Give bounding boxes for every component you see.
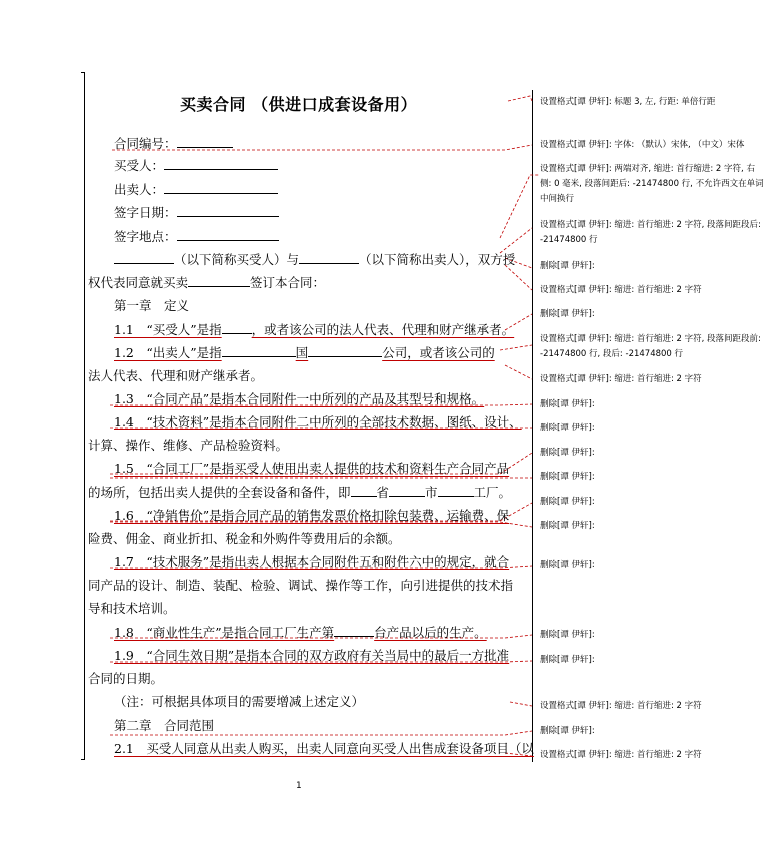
- revision-comment[interactable]: 删除[谭 伊轩]:: [540, 726, 595, 736]
- intro-line-2: [88, 274, 325, 291]
- revision-comment[interactable]: 设置格式[谭 伊轩]: 缩进: 首行缩进: 2 字符, 段落间距段后: -21474800 行: [540, 220, 761, 245]
- clause-1-5: 1.5 “合同工厂”是指买受人使用出卖人提供的技术和资料生产合同产品: [114, 461, 510, 476]
- revision-comment[interactable]: 删除[谭 伊轩]:: [540, 399, 595, 409]
- revision-comment[interactable]: 删除[谭 伊轩]:: [540, 309, 595, 319]
- intro-text: 签订本合同：: [250, 275, 326, 290]
- intro-text: （以下简称买受人）与: [174, 252, 300, 267]
- sign-place-line: [114, 228, 279, 245]
- revision-comment[interactable]: 删除[谭 伊轩]:: [540, 560, 595, 570]
- revision-comment[interactable]: 设置格式[谭 伊轩]: 缩进: 首行缩进: 2 字符: [540, 750, 702, 760]
- clause-2-1: 2.1 买受人同意从出卖人购买，出卖人同意向买受人出售成套设备项目（以: [114, 741, 534, 756]
- seller-blank: [164, 181, 278, 194]
- document-title: 买卖合同 （供进口成套设备用）: [180, 95, 418, 114]
- buyer-line: [114, 157, 278, 174]
- buyer-blank: [164, 157, 278, 170]
- contract-no-label: 合同编号：: [114, 136, 177, 151]
- clause-text: 国: [295, 345, 309, 360]
- intro-text: 权代表同意就买卖: [88, 275, 189, 290]
- connector-line: [500, 228, 532, 253]
- intro-text: （以下简称出卖人），双方授: [359, 252, 516, 267]
- clause-1-6-cont: 险费、佣金、商业折扣、税金和外购件等费用后的余额。: [88, 531, 401, 546]
- sign-place-blank: [177, 228, 279, 241]
- revision-comment[interactable]: 删除[谭 伊轩]:: [540, 423, 595, 433]
- revision-comment[interactable]: 设置格式[谭 伊轩]: 标题 3, 左, 行距: 单倍行距: [540, 97, 716, 107]
- clause-blank: [334, 624, 374, 637]
- chapter-1-heading: 第一章 定义: [114, 298, 190, 313]
- clause-1-2: [114, 344, 495, 361]
- revision-comment[interactable]: 删除[谭 伊轩]:: [540, 261, 595, 271]
- clause-1-9-cont: 合同的日期。: [88, 671, 164, 686]
- clause-1-4: 1.4 “技术资料”是指本合同附件二中所列的全部技术数据、图纸、设计、: [114, 414, 522, 429]
- project-blank: [188, 274, 250, 287]
- clause-text: 省: [376, 485, 390, 500]
- revision-comment[interactable]: 设置格式[谭 伊轩]: 缩进: 首行缩进: 2 字符: [540, 285, 702, 295]
- clause-text: 1.8 “商业性生产”是指合同工厂生产第: [114, 625, 335, 640]
- page-number: 1: [296, 781, 302, 791]
- revision-comment[interactable]: 删除[谭 伊轩]:: [540, 630, 595, 640]
- clause-text: ，或者该公司的法人代表、代理和财产继承者。: [251, 322, 515, 337]
- definitions-note: （注：可根据具体项目的需要增减上述定义）: [114, 694, 365, 709]
- seller-line: [114, 181, 278, 198]
- clause-1-8: [114, 624, 487, 641]
- intro-line-1: [114, 251, 515, 268]
- clause-blank: [438, 484, 474, 497]
- clause-1-5-cont: [88, 484, 511, 501]
- clause-text: 市: [425, 485, 438, 500]
- clause-text: 台产品以后的生产。: [374, 625, 487, 640]
- revision-comment[interactable]: 删除[谭 伊轩]:: [540, 521, 595, 531]
- connector-line: [508, 96, 532, 101]
- clause-1-6: 1.6 “净销售价”是指合同产品的销售发票价格扣除包装费、运输费、保: [114, 508, 510, 523]
- clause-1-7: 1.7 “技术服务”是指出卖人根据本合同附件五和附件六中的规定，就合: [114, 554, 510, 569]
- clause-1-7-cont: 同产品的设计、制造、装配、检验、调试、操作等工作，向引进提供的技术指: [88, 578, 514, 593]
- clause-1-2-cont: 法人代表、代理和财产继承者。: [88, 368, 264, 383]
- revision-comment[interactable]: 删除[谭 伊轩]:: [540, 472, 595, 482]
- clause-1-7-cont: 导和技术培训。: [88, 601, 176, 616]
- clause-blank: [308, 344, 382, 357]
- revision-comment[interactable]: 设置格式[谭 伊轩]: 缩进: 首行缩进: 2 字符, 段落间距段前: -21474800 行, 段后: -21474800 行: [540, 334, 761, 359]
- chapter-2-heading: 第二章 合同范围: [114, 718, 215, 733]
- connector-line: [505, 365, 532, 379]
- clause-blank: [222, 321, 252, 334]
- connector-line: [500, 345, 532, 350]
- sign-place-label: 签字地点：: [114, 229, 177, 244]
- clause-text: 工厂。: [473, 485, 512, 500]
- clause-blank: [222, 344, 296, 357]
- sign-date-label: 签字日期：: [114, 205, 177, 220]
- revision-comment[interactable]: 删除[谭 伊轩]:: [540, 655, 595, 665]
- contract-no-blank: [177, 135, 233, 148]
- clause-text: 1.1 “买受人”是指: [114, 322, 222, 337]
- seller-name-blank: [299, 251, 359, 264]
- buyer-name-blank: [114, 251, 174, 264]
- clause-text: 的场所，包括出卖人提供的全套设备和备件，即: [88, 485, 351, 500]
- revision-comment[interactable]: 删除[谭 伊轩]:: [540, 448, 595, 458]
- clause-1-9: 1.9 “合同生效日期”是指本合同的双方政府有关当局中的最后一方批准: [114, 648, 510, 663]
- seller-label: 出卖人：: [114, 182, 165, 197]
- clause-text: 公司，或者该公司的: [382, 345, 495, 360]
- sign-date-line: [114, 204, 279, 221]
- buyer-label: 买受人：: [114, 158, 165, 173]
- clause-1-1: [114, 321, 514, 338]
- sign-date-blank: [177, 204, 279, 217]
- clause-blank: [351, 484, 377, 497]
- revision-comment[interactable]: 设置格式[谭 伊轩]: 缩进: 首行缩进: 2 字符: [540, 374, 702, 384]
- connector-line: [505, 265, 532, 290]
- revision-comment[interactable]: 删除[谭 伊轩]:: [540, 497, 595, 507]
- clause-text: 1.2 “出卖人”是指: [114, 345, 222, 360]
- revision-comment[interactable]: 设置格式[谭 伊轩]: 字体: （默认）宋体, （中文）宋体: [540, 140, 745, 150]
- clause-blank: [389, 484, 425, 497]
- clause-1-3: 1.3 “合同产品”是指本合同附件一中所列的产品及其型号和规格。: [114, 391, 485, 406]
- clause-1-4-cont: 计算、操作、维修、产品检验资料。: [88, 438, 289, 453]
- connector-line: [510, 702, 532, 706]
- connector-line: [500, 175, 540, 238]
- revision-comment[interactable]: 设置格式[谭 伊轩]: 缩进: 首行缩进: 2 字符: [540, 701, 702, 711]
- revision-comment[interactable]: 设置格式[谭 伊轩]: 两端对齐, 缩进: 首行缩进: 2 字符, 右侧: 0 毫米, 段落间距后: -21474800 行, 不允许西文在单词中间换行: [540, 164, 764, 204]
- contract-no-line: [114, 135, 233, 152]
